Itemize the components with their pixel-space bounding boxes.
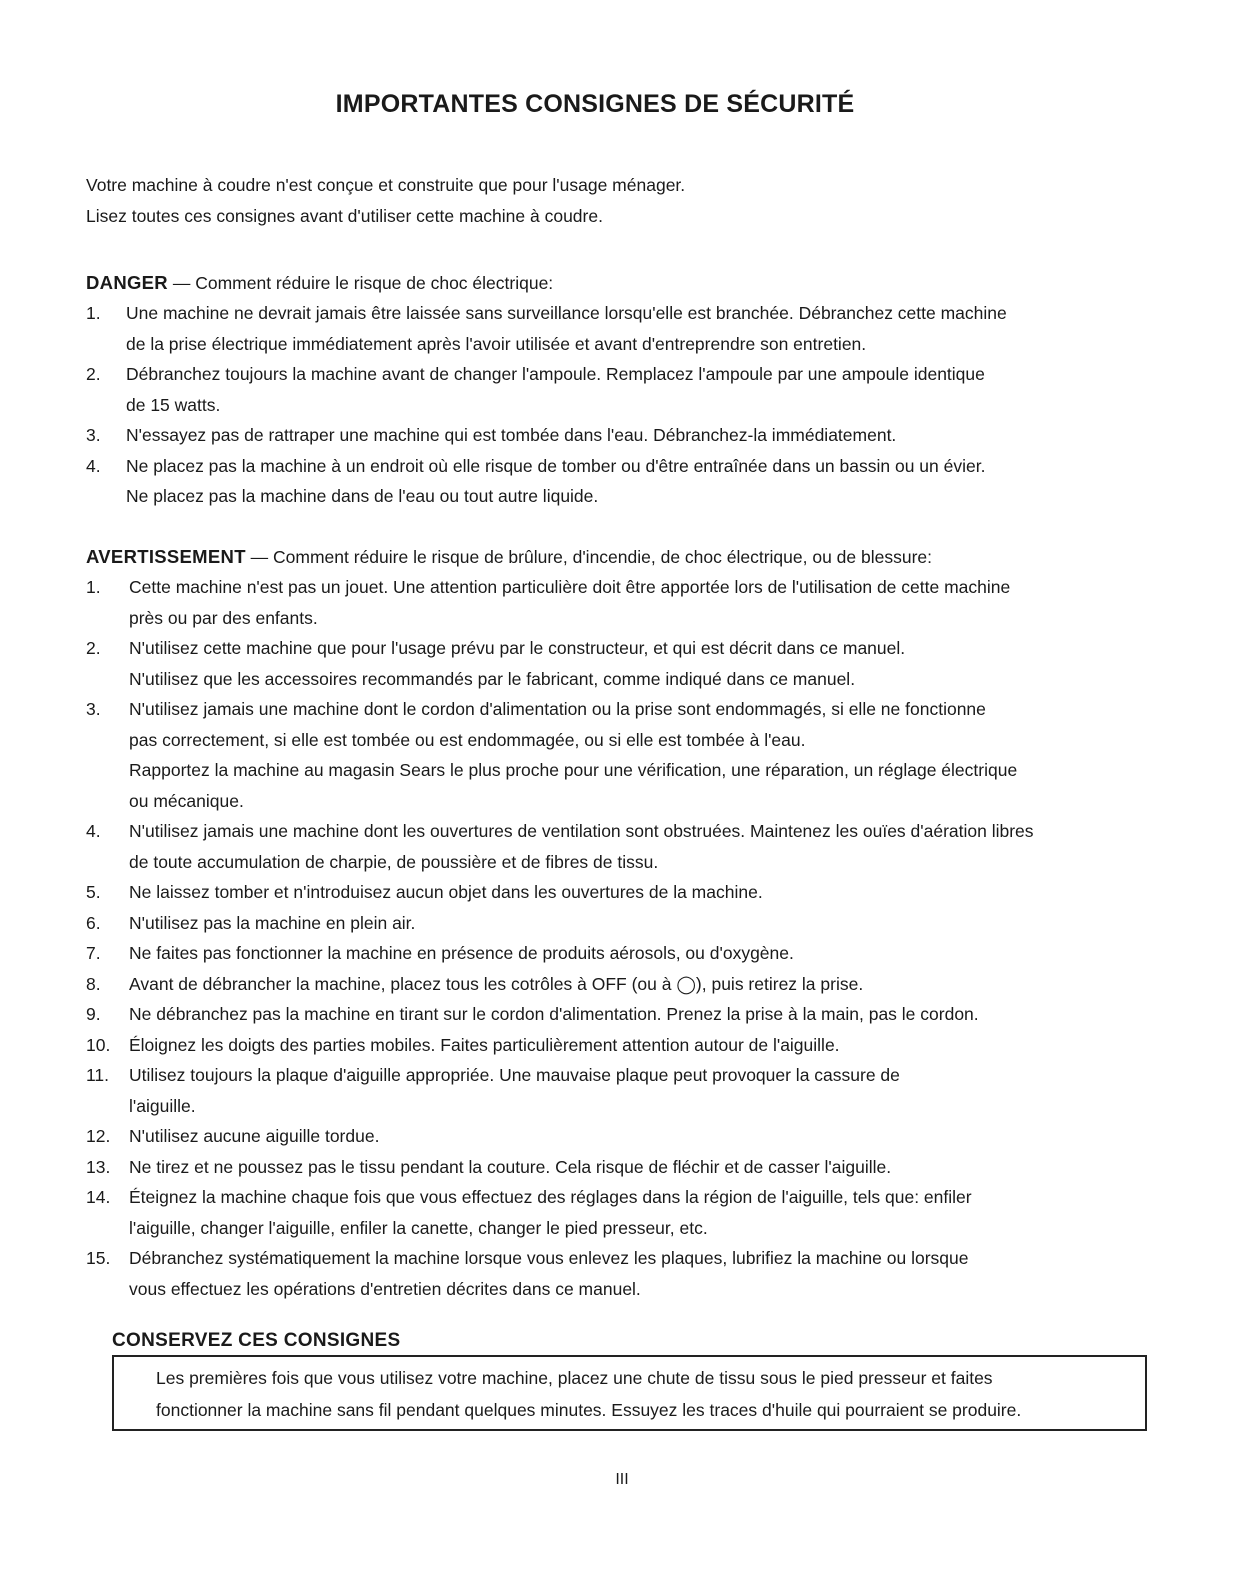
intro-line: Lisez toutes ces consignes avant d'utiliser cette machine à coudre.	[86, 206, 603, 226]
item-text	[129, 1121, 1176, 1152]
item-number: 10.	[86, 1034, 111, 1055]
item-number: 3.	[86, 699, 101, 719]
item-number: 13.	[86, 1156, 111, 1177]
item-text	[129, 1182, 1176, 1243]
item-text	[126, 451, 1176, 512]
item-number: 12.	[86, 1126, 111, 1146]
page-title: IMPORTANTES CONSIGNES DE SÉCURITÉ	[335, 90, 855, 118]
list-item	[86, 298, 1176, 359]
item-text	[129, 969, 1176, 1000]
item-text	[129, 1060, 1176, 1121]
item-text-line: Ne faites pas fonctionner la machine en présence de produits aérosols, ou d'oxygène.	[129, 943, 794, 963]
item-text	[129, 1243, 1176, 1304]
item-number: 1.	[86, 303, 101, 323]
item-text-line: Une machine ne devrait jamais être laissée sans surveillance lorsqu'elle est branchée. Débranchez cette machine	[126, 303, 1007, 323]
item-text	[126, 298, 1176, 359]
item-text	[129, 999, 1176, 1030]
list-item	[86, 1243, 1176, 1304]
avertissement-list	[86, 572, 1176, 1304]
list-item	[86, 938, 1176, 969]
item-text-line: Rapportez la machine au magasin Sears le plus proche pour une vérification, une réparation, un réglage électrique	[129, 760, 1018, 780]
item-number: 5.	[86, 882, 101, 902]
item-text-line: Éteignez la machine chaque fois que vous effectuez des réglages dans la région de l'aiguille, tels que: enfiler	[129, 1187, 972, 1207]
item-text-line: Ne laissez tomber et n'introduisez aucun objet dans les ouvertures de la machine.	[129, 882, 763, 902]
item-number: 4.	[86, 455, 101, 476]
item-text-line: Cette machine n'est pas un jouet. Une attention particulière doit être apportée lors de l'utilisation de cette machine	[129, 577, 1011, 597]
item-text-line: Ne débranchez pas la machine en tirant sur le cordon d'alimentation. Prenez la prise à la main, pas le cordon.	[129, 1004, 979, 1024]
item-text-line: de toute accumulation de charpie, de poussière et de fibres de tissu.	[129, 851, 659, 872]
item-text-line: pas correctement, si elle est tombée ou est endommagée, ou si elle est tombée à l'eau.	[129, 729, 806, 750]
danger-heading	[86, 268, 1176, 298]
list-item	[86, 1152, 1176, 1183]
item-text	[129, 908, 1176, 939]
list-item	[86, 999, 1176, 1030]
item-text-line: N'utilisez jamais une machine dont les ouvertures de ventilation sont obstruées. Maintenez les ouïes d'aération libres	[129, 821, 1034, 841]
item-number: 2.	[86, 638, 101, 658]
item-number: 9.	[86, 1004, 101, 1024]
page-number: III	[615, 1471, 629, 1488]
item-text-line: près ou par des enfants.	[129, 607, 318, 628]
list-item	[86, 451, 1176, 512]
danger-subtitle: — Comment réduire le risque de choc électrique:	[167, 273, 554, 293]
avertissement-label: AVERTISSEMENT	[86, 546, 246, 567]
item-text	[129, 877, 1176, 908]
list-item	[86, 969, 1176, 1000]
danger-list	[86, 298, 1176, 512]
item-number: 11.	[86, 1065, 110, 1085]
item-text	[129, 633, 1176, 694]
item-number: 3.	[86, 425, 101, 445]
item-number: 1.	[86, 577, 101, 597]
notice-line: fonctionner la machine sans fil pendant quelques minutes. Essuyez les traces d'huile qui pourraient se produire.	[156, 1400, 1022, 1420]
item-number: 7.	[86, 943, 101, 963]
list-item	[86, 1182, 1176, 1243]
list-item	[86, 572, 1176, 633]
item-text-line: Débranchez systématiquement la machine lorsque vous enlevez les plaques, lubrifiez la machine ou lorsque	[129, 1248, 969, 1268]
item-text-line: N'utilisez jamais une machine dont le cordon d'alimentation ou la prise sont endommagés, si elle ne fonctionne	[129, 699, 986, 719]
item-text-line: N'essayez pas de rattraper une machine qui est tombée dans l'eau. Débranchez-la immédiatement.	[126, 425, 897, 445]
list-item	[86, 816, 1176, 877]
intro-paragraph	[86, 170, 685, 232]
list-item	[86, 1030, 1176, 1061]
item-text-line: Ne placez pas la machine à un endroit où elle risque de tomber ou d'être entraînée dans un bassin ou un évier.	[126, 455, 986, 476]
item-text-line: de la prise électrique immédiatement après l'avoir utilisée et avant d'entreprendre son entretien.	[126, 333, 867, 354]
danger-label: DANGER	[86, 272, 168, 293]
avertissement-heading	[86, 542, 1176, 572]
item-text-line: vous effectuez les opérations d'entretien décrites dans ce manuel.	[129, 1278, 641, 1299]
item-number: 2.	[86, 364, 101, 384]
item-text-line: Éloignez les doigts des parties mobiles. Faites particulièrement attention autour de l'aiguille.	[129, 1034, 840, 1055]
item-text-line: Ne placez pas la machine dans de l'eau ou tout autre liquide.	[126, 486, 599, 506]
item-text	[129, 694, 1176, 816]
item-text	[129, 816, 1176, 877]
item-text-line: Débranchez toujours la machine avant de changer l'ampoule. Remplacez l'ampoule par une ampoule identique	[126, 364, 985, 384]
item-number: 4.	[86, 821, 101, 841]
keep-instructions-heading: CONSERVEZ CES CONSIGNES	[112, 1330, 401, 1351]
item-text-line: l'aiguille, changer l'aiguille, enfiler la canette, changer le pied presseur, etc.	[129, 1217, 708, 1238]
item-text-line: N'utilisez que les accessoires recommandés par le fabricant, comme indiqué dans ce manuel.	[129, 668, 856, 689]
item-text	[129, 1030, 1176, 1061]
avertissement-subtitle: — Comment réduire le risque de brûlure, d'incendie, de choc électrique, ou de blessure:	[245, 547, 933, 567]
danger-section	[86, 268, 1176, 512]
item-number: 15.	[86, 1248, 111, 1268]
item-text	[129, 1152, 1176, 1183]
item-text-line: Ne tirez et ne poussez pas le tissu pendant la couture. Cela risque de fléchir et de casser l'aiguille.	[129, 1156, 892, 1177]
item-text-line: Utilisez toujours la plaque d'aiguille appropriée. Une mauvaise plaque peut provoquer la cassure de	[129, 1065, 900, 1085]
item-text	[129, 572, 1176, 633]
list-item	[86, 420, 1176, 451]
item-text	[126, 420, 1176, 451]
list-item	[86, 908, 1176, 939]
item-text-line: ou mécanique.	[129, 790, 244, 811]
item-text-line: N'utilisez cette machine que pour l'usage prévu par le constructeur, et qui est décrit dans ce manuel.	[129, 638, 906, 658]
notice-box	[112, 1355, 1147, 1431]
list-item	[86, 1121, 1176, 1152]
item-text-line: Avant de débrancher la machine, placez tous les cotrôles à OFF (ou à ◯), puis retirez la prise.	[129, 973, 864, 994]
item-text-line: de 15 watts.	[126, 394, 221, 415]
item-text	[126, 359, 1176, 420]
list-item	[86, 877, 1176, 908]
item-text-line: l'aiguille.	[129, 1095, 196, 1116]
list-item	[86, 1060, 1176, 1121]
item-number: 6.	[86, 912, 101, 933]
item-text-line: N'utilisez pas la machine en plein air.	[129, 912, 416, 933]
item-text-line: N'utilisez aucune aiguille tordue.	[129, 1126, 380, 1146]
list-item	[86, 694, 1176, 816]
intro-line: Votre machine à coudre n'est conçue et construite que pour l'usage ménager.	[86, 175, 686, 195]
item-text	[129, 938, 1176, 969]
notice-line: Les premières fois que vous utilisez votre machine, placez une chute de tissu sous le pied presseur et faites	[156, 1368, 993, 1388]
list-item	[86, 359, 1176, 420]
item-number: 14.	[86, 1187, 111, 1207]
avertissement-section	[86, 542, 1176, 1304]
list-item	[86, 633, 1176, 694]
item-number: 8.	[86, 973, 101, 994]
